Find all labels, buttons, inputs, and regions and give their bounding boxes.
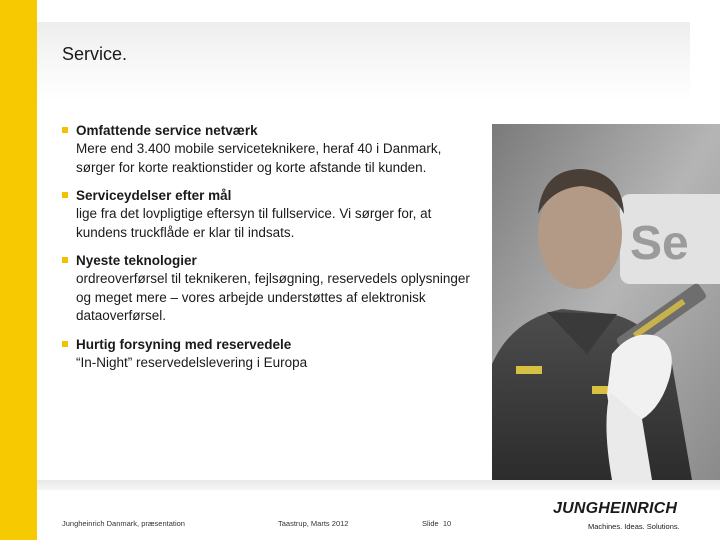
sign-text: Se — [630, 217, 689, 270]
footer-slide — [422, 519, 451, 528]
jungheinrich-logo: JUNGHEINRICH — [553, 500, 678, 517]
footer-place-date: Taastrup, Marts 2012 — [278, 519, 349, 528]
top-strip — [37, 0, 720, 22]
technician-illustration — [492, 124, 720, 480]
bullet-square-icon — [62, 341, 68, 347]
footer-slide-number: 10 — [442, 519, 452, 528]
bullet-heading-text: Hurtig forsyning med reservedele — [76, 336, 292, 352]
bullet-heading — [62, 122, 482, 140]
footer-company: Jungheinrich Danmark, præsentation — [62, 519, 185, 528]
bullet-heading — [62, 336, 482, 354]
accent-side-bar — [0, 0, 37, 540]
bullet-heading — [62, 252, 482, 270]
bullet-item — [62, 187, 482, 242]
technician-photo — [492, 124, 720, 480]
bullet-heading-text: Nyeste teknologier — [76, 253, 197, 268]
footer-slide-label: Slide — [422, 519, 439, 528]
right-edge — [690, 22, 720, 124]
slide-title: Service. — [62, 44, 128, 64]
bullet-body: lige fra det lovpligtige eftersyn til fullservice. Vi sørger for, at kundens truckflåde er klar til indsats. — [76, 206, 432, 240]
bullet-body: ordreoverførsel til teknikeren, fejlsøgning, reservedels oplysninger og meget mere – vores arbejde understøttes af elektronisk dataoverførsel. — [76, 271, 470, 323]
bullet-list — [62, 122, 482, 382]
bullet-square-icon — [62, 127, 68, 133]
bullet-body: Mere end 3.400 mobile serviceteknikere, heraf 40 i Danmark, sørger for korte reaktionstider og korte afstande til kunden. — [76, 141, 442, 175]
bullet-square-icon — [62, 257, 68, 263]
bullet-heading-text: Omfattende service netværk — [76, 123, 258, 138]
bullet-heading-text: Serviceydelser efter mål — [76, 188, 232, 203]
footer-band — [37, 480, 720, 490]
bullet-square-icon — [62, 192, 68, 198]
bullet-item — [62, 122, 482, 177]
bullet-item — [62, 252, 482, 326]
bullet-body: “In-Night” reservedelslevering i Europa — [76, 354, 308, 370]
bullet-heading — [62, 187, 482, 205]
bullet-item — [62, 336, 482, 373]
logo-tagline: Machines. Ideas. Solutions. — [588, 522, 680, 531]
title-band — [37, 22, 690, 102]
